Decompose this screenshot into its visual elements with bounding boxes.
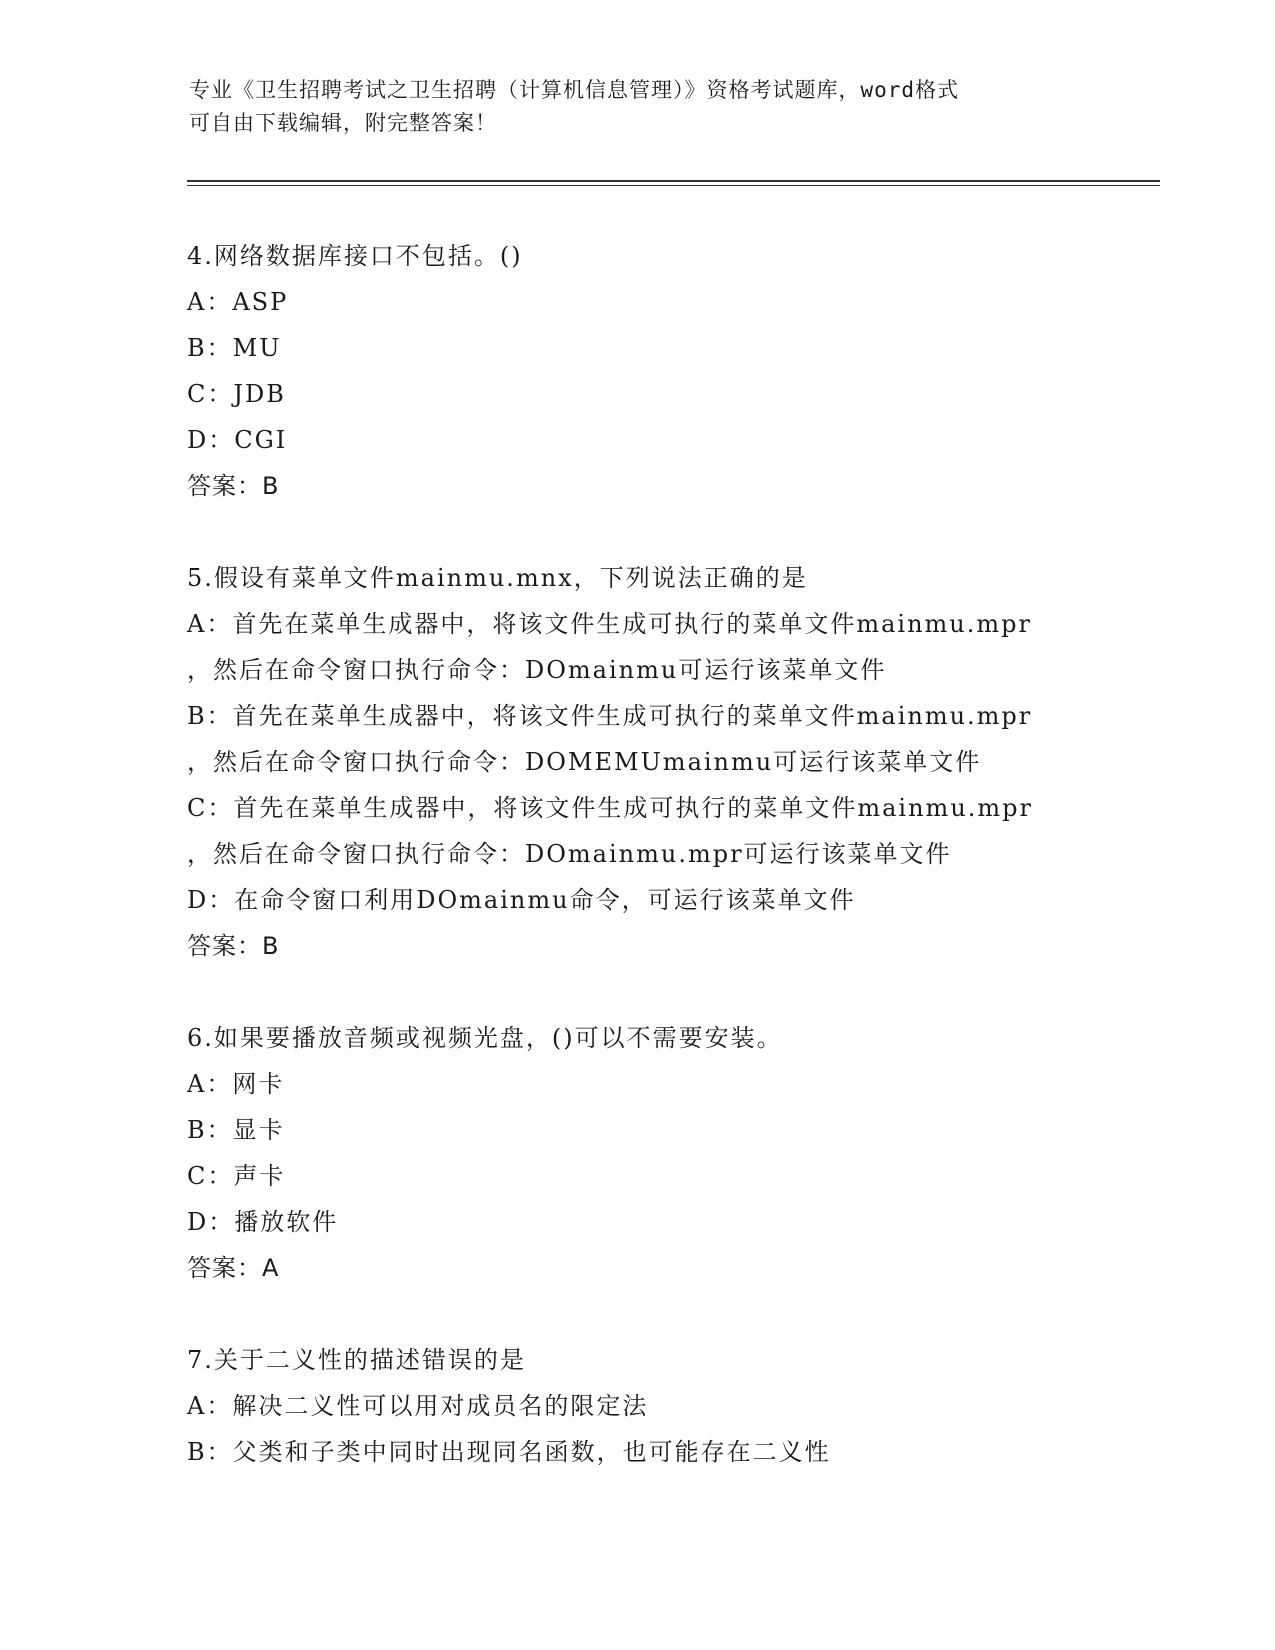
question-block: [187, 233, 1147, 509]
option-line: B：父类和子类中同时出现同名函数，也可能存在二义性: [187, 1438, 831, 1466]
option-line: D：播放软件: [187, 1208, 339, 1236]
question-block: [187, 555, 1147, 969]
question-title: 7.关于二义性的描述错误的是: [187, 1346, 526, 1374]
document-header: [189, 74, 1089, 140]
option-line: A：网卡: [187, 1070, 285, 1098]
header-line-2: 可自由下载编辑，附完整答案！: [189, 111, 497, 135]
option-line: C：声卡: [187, 1162, 286, 1190]
question-block: [187, 1015, 1147, 1291]
option-line: A：ASP: [187, 288, 289, 316]
option-line: B：首先在菜单生成器中，将该文件生成可执行的菜单文件mainmu.mpr: [187, 702, 1033, 730]
option-line: C：首先在菜单生成器中，将该文件生成可执行的菜单文件mainmu.mpr: [187, 794, 1033, 822]
answer-line: 答案：B: [187, 932, 280, 960]
question-title: 4.网络数据库接口不包括。(): [187, 242, 523, 270]
header-line-1: 专业《卫生招聘考试之卫生招聘（计算机信息管理）》资格考试题库，word格式: [189, 78, 960, 102]
option-line: A：首先在菜单生成器中，将该文件生成可执行的菜单文件mainmu.mpr: [187, 610, 1032, 638]
option-line: D：CGI: [187, 426, 288, 454]
question-title: 5.假设有菜单文件mainmu.mnx，下列说法正确的是: [187, 564, 808, 592]
option-line: B：MU: [187, 334, 282, 362]
option-line: D：在命令窗口利用DOmainmu命令，可运行该菜单文件: [187, 886, 856, 914]
option-line: ，然后在命令窗口执行命令：DOmainmu.mpr可运行该菜单文件: [187, 840, 952, 868]
question-list: [187, 233, 1147, 1521]
option-line: ，然后在命令窗口执行命令：DOmainmu可运行该菜单文件: [187, 656, 887, 684]
question-block: [187, 1337, 1147, 1475]
answer-line: 答案：B: [187, 472, 280, 500]
option-line: A：解决二义性可以用对成员名的限定法: [187, 1392, 649, 1420]
header-divider-thick: [187, 180, 1160, 182]
option-line: ，然后在命令窗口执行命令：DOMEMUmainmu可运行该菜单文件: [187, 748, 982, 776]
option-line: C：JDB: [187, 380, 286, 408]
header-divider-thin: [187, 185, 1160, 186]
question-title: 6.如果要播放音频或视频光盘，()可以不需要安装。: [187, 1024, 783, 1052]
answer-line: 答案：A: [187, 1254, 280, 1282]
option-line: B：显卡: [187, 1116, 285, 1144]
